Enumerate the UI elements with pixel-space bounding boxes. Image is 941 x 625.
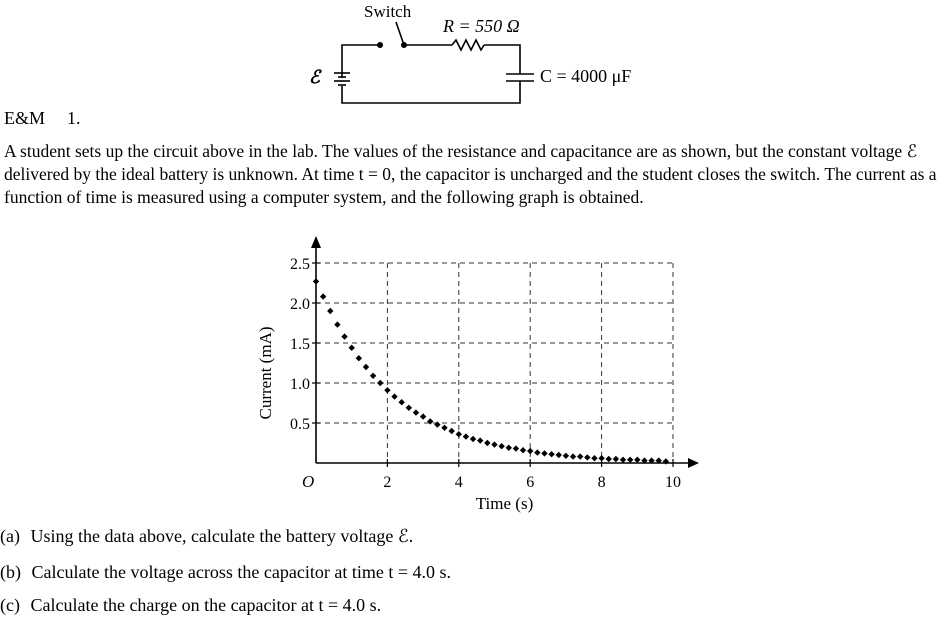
- y-tick-label-1.0: 1.0: [290, 376, 310, 393]
- data-point: [420, 413, 426, 419]
- data-point: [613, 456, 619, 462]
- data-point: [648, 457, 654, 463]
- data-point: [313, 278, 319, 284]
- problem-number: 1.: [67, 108, 81, 128]
- question-a-label: (a): [0, 526, 20, 546]
- data-point: [491, 441, 497, 447]
- data-point: [327, 308, 333, 314]
- data-point: [413, 409, 419, 415]
- data-point: [591, 455, 597, 461]
- y-tick-label-2.0: 2.0: [290, 296, 310, 313]
- data-point: [498, 443, 504, 449]
- origin-label: O: [302, 472, 315, 491]
- x-axis-title: Time (s): [475, 494, 534, 513]
- data-point: [363, 364, 369, 370]
- data-point: [627, 457, 633, 463]
- data-point: [534, 449, 540, 455]
- problem-intro: A student sets up the circuit above in the lab. The values of the resistance and capacitance are as shown, but the constant voltage ℰ delivered by the ideal battery is unknown. At time t = 0, the capacitor is uncharged and the student closes the switch. The current as a function of time is measured using a computer system, and the following graph is obtained.: [4, 141, 937, 207]
- resistor-symbol: [452, 40, 484, 50]
- data-point: [356, 355, 362, 361]
- data-point: [441, 425, 447, 431]
- problem-heading: [4, 108, 81, 129]
- data-point: [398, 399, 404, 405]
- data-point: [341, 333, 347, 339]
- resistor-label: R = 550 Ω: [443, 16, 520, 36]
- capacitor-label: C = 4000 μF: [540, 66, 632, 86]
- y-axis-arrow: [311, 236, 321, 248]
- data-point: [334, 321, 340, 327]
- y-tick-label-1.5: 1.5: [290, 336, 310, 353]
- data-point: [434, 421, 440, 427]
- data-point: [563, 453, 569, 459]
- data-point: [541, 450, 547, 456]
- data-point: [384, 387, 390, 393]
- data-point: [556, 452, 562, 458]
- question-a-text: Using the data above, calculate the battery voltage ℰ.: [30, 526, 414, 546]
- x-axis-arrow: [688, 458, 699, 468]
- wire-resistor-capacitor: [484, 45, 520, 74]
- y-axis-title: Current (mA): [256, 326, 275, 420]
- data-point: [406, 405, 412, 411]
- data-point: [577, 453, 583, 459]
- grid-layer: [316, 263, 673, 463]
- data-point: [527, 448, 533, 454]
- data-point: [584, 454, 590, 460]
- switch-label: Switch: [364, 2, 412, 21]
- data-point: [484, 440, 490, 446]
- data-point: [391, 393, 397, 399]
- data-point: [320, 293, 326, 299]
- data-point: [370, 373, 376, 379]
- x-tick-label-10: 10: [665, 474, 681, 491]
- problem-section: E&M: [4, 108, 46, 128]
- data-point: [548, 451, 554, 457]
- question-b-text: Calculate the voltage across the capacitor at time t = 4.0 s.: [31, 562, 452, 582]
- axis-labels: [256, 256, 681, 513]
- data-point: [570, 453, 576, 459]
- x-tick-label-4: 4: [454, 474, 463, 491]
- y-tick-label-2.5: 2.5: [290, 256, 310, 273]
- x-tick-label-6: 6: [526, 474, 535, 491]
- data-point: [520, 447, 526, 453]
- data-point: [477, 437, 483, 443]
- data-point: [598, 455, 604, 461]
- question-a: [0, 526, 413, 547]
- data-point: [663, 458, 669, 464]
- question-b-label: (b): [0, 562, 21, 582]
- data-point: [463, 433, 469, 439]
- circuit-diagram: [0, 0, 941, 110]
- x-tick-label-2: 2: [383, 474, 392, 491]
- data-point: [427, 418, 433, 424]
- axes-layer: [311, 236, 699, 468]
- question-c-text: Calculate the charge on the capacitor at t = 4.0 s.: [30, 595, 382, 615]
- data-point: [606, 456, 612, 462]
- question-c-label: (c): [0, 595, 20, 615]
- data-point: [349, 345, 355, 351]
- switch-blade: [396, 22, 404, 45]
- data-point: [634, 457, 640, 463]
- data-point: [641, 457, 647, 463]
- x-tick-label-8: 8: [597, 474, 606, 491]
- data-point: [456, 431, 462, 437]
- wire-bottom: [342, 81, 520, 103]
- question-c: [0, 595, 381, 616]
- data-point: [513, 445, 519, 451]
- data-point: [656, 457, 662, 463]
- data-point: [448, 428, 454, 434]
- data-point: [377, 380, 383, 386]
- switch-contact-left: [378, 43, 382, 47]
- question-b: [0, 562, 451, 583]
- emf-label: ℰ: [309, 67, 320, 88]
- data-point: [506, 445, 512, 451]
- data-points: [313, 278, 669, 464]
- data-point: [470, 436, 476, 442]
- y-tick-label-0.5: 0.5: [290, 416, 310, 433]
- data-point: [620, 457, 626, 463]
